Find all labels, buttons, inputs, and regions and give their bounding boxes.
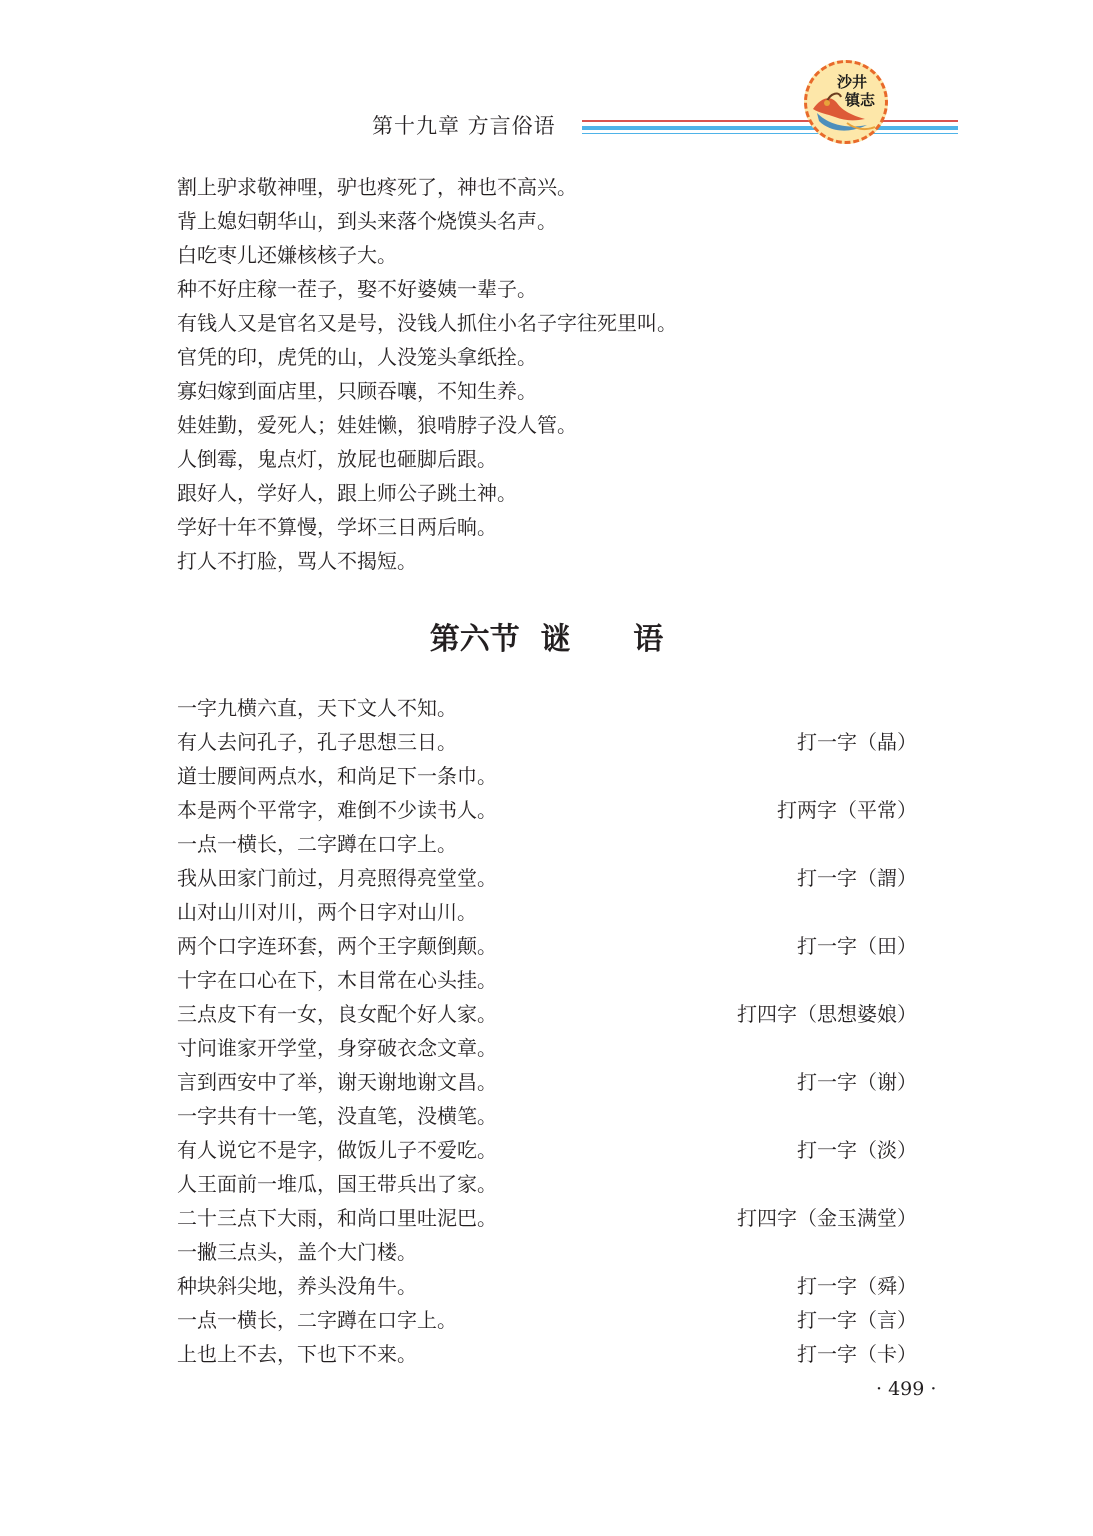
riddle-row bbox=[177, 1099, 917, 1133]
riddle-row bbox=[177, 1065, 917, 1099]
town-seal-logo bbox=[804, 60, 888, 144]
riddle-row bbox=[177, 997, 917, 1031]
riddle-row bbox=[177, 1167, 917, 1201]
riddle-row bbox=[177, 793, 917, 827]
riddle-row bbox=[177, 929, 917, 963]
saying-line: 割上驴求敬神哩，驴也疼死了，神也不高兴。 bbox=[177, 175, 577, 199]
page-number: · 499 · bbox=[876, 1378, 937, 1400]
riddle-row bbox=[177, 1031, 917, 1065]
saying-line: 种不好庄稼一茬子，娶不好婆姨一辈子。 bbox=[177, 277, 537, 301]
riddle-text: 一撇三点头，盖个大门楼。 bbox=[177, 1240, 417, 1264]
riddle-row bbox=[177, 1133, 917, 1167]
riddle-answer: 打一字（谢） bbox=[797, 1070, 917, 1094]
riddles-list bbox=[177, 691, 917, 1371]
saying-line: 学好十年不算慢，学坏三日两后晌。 bbox=[177, 515, 497, 539]
riddle-text: 两个口字连环套，两个王字颠倒颠。 bbox=[177, 934, 497, 958]
header-rule-red bbox=[582, 120, 958, 122]
riddle-answer: 打一字（田） bbox=[797, 934, 917, 958]
riddle-text: 十字在口心在下，木目常在心头挂。 bbox=[177, 968, 497, 992]
riddle-row bbox=[177, 1235, 917, 1269]
riddle-row bbox=[177, 1269, 917, 1303]
riddle-answer: 打一字（謂） bbox=[797, 866, 917, 890]
saying-line: 娃娃勤，爱死人；娃娃懒，狼啃脖子没人管。 bbox=[177, 413, 577, 437]
header-rule-blue bbox=[582, 126, 958, 130]
riddle-text: 言到西安中了举，谢天谢地谢文昌。 bbox=[177, 1070, 497, 1094]
riddle-row bbox=[177, 895, 917, 929]
riddle-text: 二十三点下大雨，和尚口里吐泥巴。 bbox=[177, 1206, 497, 1230]
header-rule-thin bbox=[582, 133, 958, 134]
riddle-text: 一字共有十一笔，没直笔，没横笔。 bbox=[177, 1104, 497, 1128]
riddle-row bbox=[177, 1201, 917, 1235]
saying-line: 官凭的印，虎凭的山，人没笼头拿纸拴。 bbox=[177, 345, 537, 369]
riddle-answer: 打一字（言） bbox=[797, 1308, 917, 1332]
riddle-text: 有人去问孔子，孔子思想三日。 bbox=[177, 730, 457, 754]
riddle-answer: 打一字（晶） bbox=[797, 730, 917, 754]
riddle-answer: 打四字（思想婆娘） bbox=[737, 1002, 917, 1026]
saying-line: 有钱人又是官名又是号，没钱人抓住小名子字往死里叫。 bbox=[177, 311, 677, 335]
saying-line: 白吃枣儿还嫌核核子大。 bbox=[177, 243, 397, 267]
riddle-row bbox=[177, 861, 917, 895]
saying-line: 寡妇嫁到面店里，只顾吞嚷，不知生养。 bbox=[177, 379, 537, 403]
riddle-row bbox=[177, 963, 917, 997]
riddle-text: 上也上不去，下也下不来。 bbox=[177, 1342, 417, 1366]
riddle-text: 山对山川对川，两个日字对山川。 bbox=[177, 900, 477, 924]
riddle-answer: 打一字（卡） bbox=[797, 1342, 917, 1366]
riddle-row bbox=[177, 1337, 917, 1371]
section-title: 第六节 谜 语 bbox=[429, 622, 664, 657]
riddle-row bbox=[177, 1303, 917, 1337]
riddle-text: 道士腰间两点水，和尚足下一条巾。 bbox=[177, 764, 497, 788]
riddle-text: 种块斜尖地，养头没角牛。 bbox=[177, 1274, 417, 1298]
saying-line: 人倒霉，鬼点灯，放屁也砸脚后跟。 bbox=[177, 447, 497, 471]
riddle-row bbox=[177, 691, 917, 725]
seal-text-line2: 镇志 bbox=[845, 91, 876, 109]
riddle-row bbox=[177, 725, 917, 759]
riddle-text: 本是两个平常字，难倒不少读书人。 bbox=[177, 798, 497, 822]
riddle-text: 三点皮下有一女，良女配个好人家。 bbox=[177, 1002, 497, 1026]
riddle-row bbox=[177, 827, 917, 861]
riddle-text: 寸问谁家开学堂，身穿破衣念文章。 bbox=[177, 1036, 497, 1060]
saying-line: 跟好人，学好人，跟上师公子跳土神。 bbox=[177, 481, 517, 505]
riddle-text: 有人说它不是字，做饭儿子不爱吃。 bbox=[177, 1138, 497, 1162]
riddle-answer: 打一字（舜） bbox=[797, 1274, 917, 1298]
riddle-answer: 打四字（金玉满堂） bbox=[737, 1206, 917, 1230]
chapter-title: 第十九章 方言俗语 bbox=[372, 114, 556, 138]
riddle-text: 人王面前一堆瓜，国王带兵出了家。 bbox=[177, 1172, 497, 1196]
sayings-list bbox=[177, 170, 677, 578]
riddle-text: 我从田家门前过，月亮照得亮堂堂。 bbox=[177, 866, 497, 890]
seal-text-line1: 沙井 bbox=[837, 73, 868, 91]
riddle-answer: 打两字（平常） bbox=[777, 798, 917, 822]
riddle-row bbox=[177, 759, 917, 793]
riddle-answer: 打一字（淡） bbox=[797, 1138, 917, 1162]
riddle-text: 一点一横长，二字蹲在口字上。 bbox=[177, 832, 457, 856]
saying-line: 打人不打脸，骂人不揭短。 bbox=[177, 549, 417, 573]
riddle-text: 一字九横六直，天下文人不知。 bbox=[177, 696, 457, 720]
saying-line: 背上媳妇朝华山，到头来落个烧馍头名声。 bbox=[177, 209, 557, 233]
riddle-text: 一点一横长，二字蹲在口字上。 bbox=[177, 1308, 457, 1332]
